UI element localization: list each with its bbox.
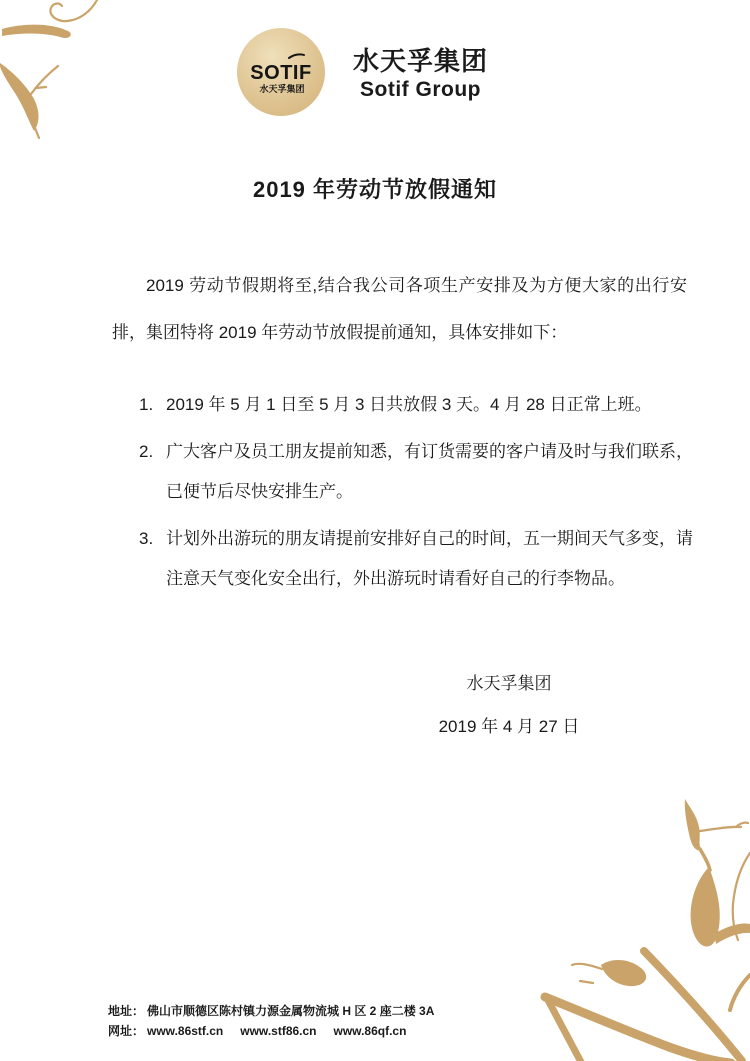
company-name-block <box>353 41 488 103</box>
sotif-logo <box>237 28 325 116</box>
list-item-number: 1. <box>139 395 154 414</box>
list-item-text: 2019 年 5 月 1 日至 5 月 3 日共放假 3 天。4 月 28 日正常上班。 <box>166 395 652 414</box>
footer-address-line <box>108 1001 434 1021</box>
crack-path <box>700 849 710 870</box>
crack-path <box>548 1000 581 1061</box>
signature-date: 2019 年 4 月 27 日 <box>438 717 580 736</box>
crack-path <box>545 997 731 1061</box>
notice-list <box>139 385 700 606</box>
crack-path <box>685 799 701 850</box>
website-label: 网址： <box>108 1024 145 1038</box>
list-item <box>139 432 700 512</box>
logo-wordmark: SOTIF <box>250 62 312 84</box>
address-value: 佛山市顺德区陈村镇力源金属物流城 H 区 2 座二楼 3A <box>147 1004 435 1018</box>
crack-path <box>35 128 39 138</box>
crack-path <box>36 87 46 88</box>
page-footer <box>108 1001 434 1041</box>
sotif-logo-icon <box>237 28 325 116</box>
crack-path <box>736 823 748 827</box>
signature-block <box>369 662 649 748</box>
crack-path <box>700 827 741 831</box>
crack-path <box>644 951 742 1061</box>
crack-path <box>730 975 750 1010</box>
list-item-number: 2. <box>139 442 154 461</box>
list-item-number: 3. <box>139 529 154 548</box>
crack-path <box>580 981 593 983</box>
address-label: 地址： <box>108 1004 145 1018</box>
gold-crack-top-left <box>0 0 97 138</box>
list-item <box>139 519 700 599</box>
list-item <box>139 385 700 425</box>
crack-path <box>2 25 71 38</box>
notice-title: 2019 年劳动节放假通知 <box>252 177 498 202</box>
crack-path <box>714 923 750 944</box>
company-name-cn: 水天孚集团 <box>353 46 489 76</box>
company-name-en: Sotif Group <box>360 78 481 101</box>
website-url: www.86stf.cn <box>147 1024 224 1038</box>
crack-path <box>691 867 720 947</box>
crack-path <box>572 964 602 969</box>
signature-company: 水天孚集团 <box>466 674 552 693</box>
list-item-text: 计划外出游玩的朋友请提前安排好自己的时间，五一期间天气多变，请注意天气变化安全出行，外出游玩时请看好自己的行李物品。 <box>166 529 693 588</box>
crack-path <box>601 960 646 986</box>
gold-crack-bottom-right <box>545 799 750 1061</box>
notice-intro: 2019 劳动节假期将至,结合我公司各项生产安排及为方便大家的出行安排，集团特将 2019 年劳动节放假提前通知，具体安排如下： <box>112 276 687 342</box>
list-item-text: 广大客户及员工朋友提前知悉，有订货需要的客户请及时与我们联系，已便节后尽快安排生产。 <box>166 442 693 501</box>
website-url: www.86qf.cn <box>333 1024 407 1038</box>
crack-path <box>733 853 750 940</box>
crack-path <box>50 0 97 21</box>
letterhead <box>237 28 488 116</box>
website-url: www.stf86.cn <box>240 1024 317 1038</box>
footer-website-line <box>108 1021 434 1041</box>
logo-subtext: 水天孚集团 <box>259 84 305 94</box>
crack-path <box>31 66 58 94</box>
crack-path <box>0 63 39 131</box>
